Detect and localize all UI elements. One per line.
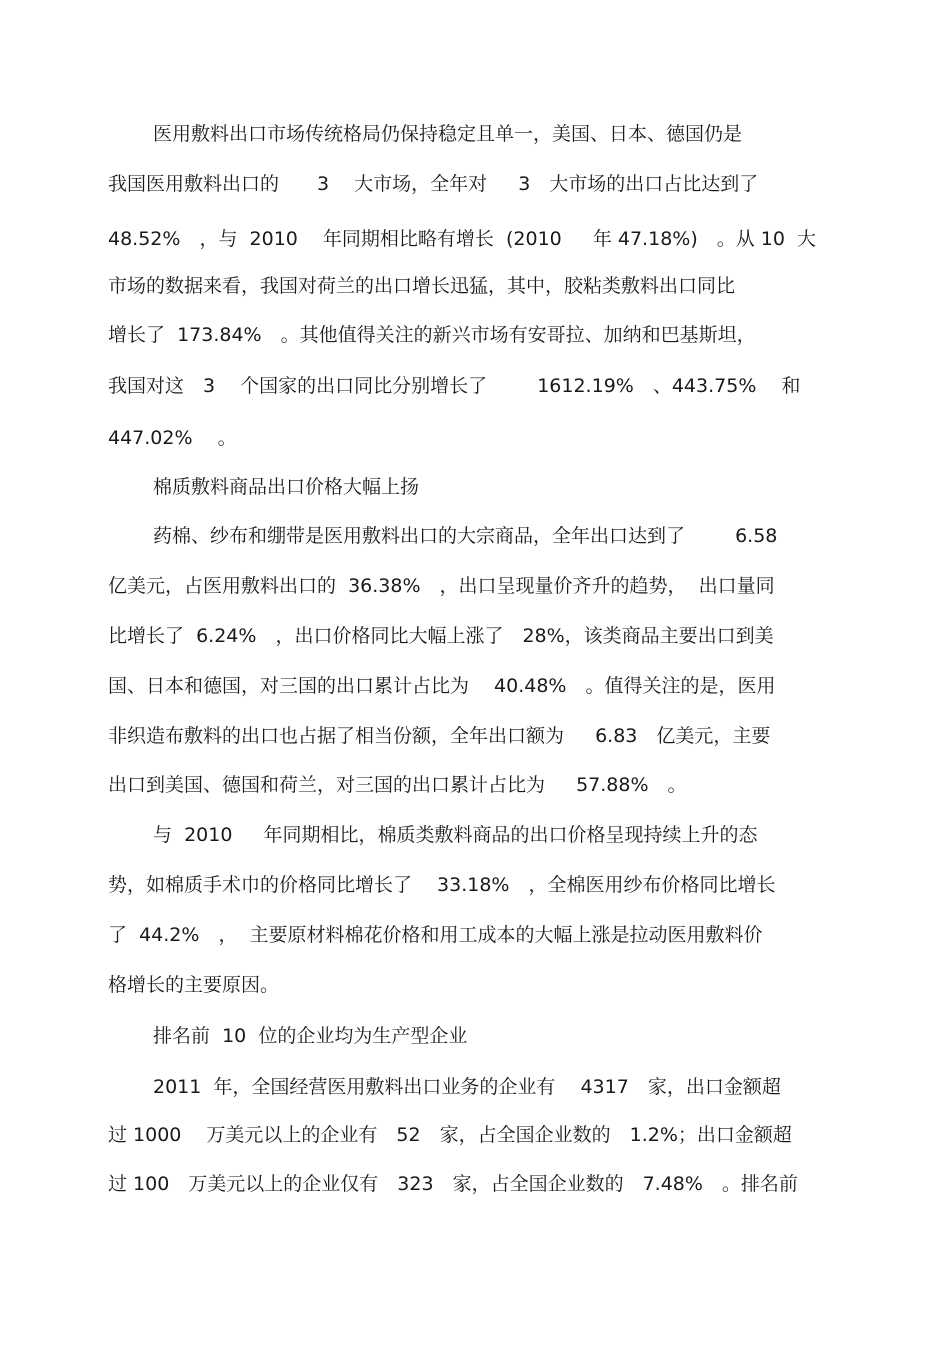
text-line: 增长了 173.84% 。其他值得关注的新兴市场有安哥拉、加纳和巴基斯坦， bbox=[108, 324, 756, 346]
text-line: 国、日本和德国，对三国的出口累计占比为 40.48% 。值得关注的是，医用 bbox=[108, 675, 776, 697]
section-heading: 棉质敷料商品出口价格大幅上扬 bbox=[153, 476, 420, 498]
text-line: 与 2010 年同期相比，棉质类敷料商品的出口价格呈现持续上升的态 bbox=[153, 824, 758, 846]
text-line: 势，如棉质手术巾的价格同比增长了 33.18% ，全棉医用纱布价格同比增长 bbox=[108, 874, 776, 896]
text-line: 过 100 万美元以上的企业仅有 323 家，占全国企业数的 7.48% 。排名前 bbox=[108, 1173, 798, 1195]
text-line: 2011 年，全国经营医用敷料出口业务的企业有 4317 家，出口金额超 bbox=[153, 1076, 781, 1098]
text-line: 出口到美国、德国和荷兰，对三国的出口累计占比为 57.88% 。 bbox=[108, 774, 687, 796]
text-line: 48.52% ，与 2010 年同期相比略有增长 (2010 年 47.18%) 。从 10 大 bbox=[108, 228, 817, 250]
text-line: 亿美元，占医用敷料出口的 36.38% ，出口呈现量价齐升的趋势， 出口量同 bbox=[108, 575, 775, 597]
text-line: 非织造布敷料的出口也占据了相当份额，全年出口额为 6.83 亿美元，主要 bbox=[108, 725, 771, 747]
text-line: 447.02% 。 bbox=[108, 427, 237, 449]
text-line: 我国医用敷料出口的 3 大市场，全年对 3 大市场的出口占比达到了 bbox=[108, 173, 759, 195]
text-line: 医用敷料出口市场传统格局仍保持稳定且单一，美国、日本、德国仍是 bbox=[153, 123, 743, 145]
text-line: 比增长了 6.24% ，出口价格同比大幅上涨了 28%，该类商品主要出口到美 bbox=[108, 625, 774, 647]
text-line: 我国对这 3 个国家的出口同比分别增长了 1612.19% 、443.75% 和 bbox=[108, 375, 801, 397]
text-line: 市场的数据来看，我国对荷兰的出口增长迅猛，其中，胶粘类敷料出口同比 bbox=[108, 275, 736, 297]
text-line: 过 1000 万美元以上的企业有 52 家，占全国企业数的 1.2%；出口金额超 bbox=[108, 1124, 792, 1146]
text-line: 格增长的主要原因。 bbox=[108, 974, 280, 996]
section-heading: 排名前 10 位的企业均为生产型企业 bbox=[153, 1025, 468, 1047]
text-line: 了 44.2% ， 主要原材料棉花价格和用工成本的大幅上涨是拉动医用敷料价 bbox=[108, 924, 763, 946]
text-line: 药棉、纱布和绷带是医用敷料出口的大宗商品，全年出口达到了 6.58 bbox=[153, 525, 778, 547]
